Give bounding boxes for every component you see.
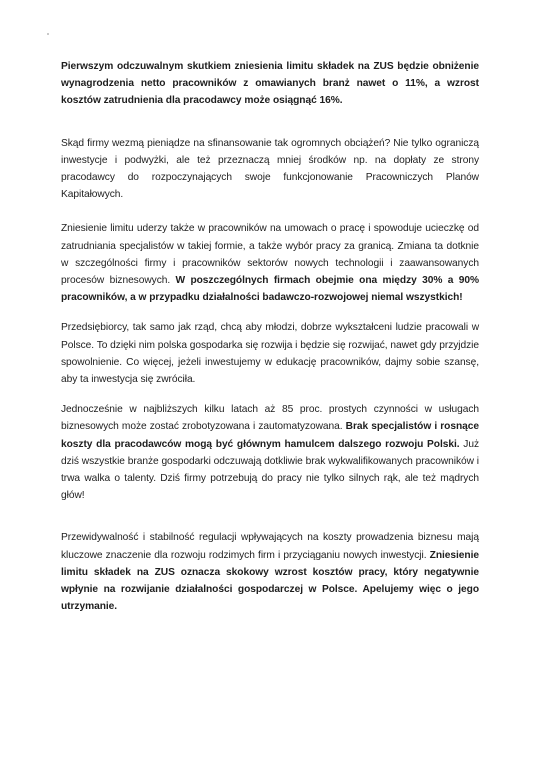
intro-bold-text: Pierwszym odczuwalnym skutkiem zniesienia limitu składek na ZUS będzie obniżenie wynagrodzenia netto pracowników z omawianych branż nawet o 11%, a wzrost kosztów zatrudnienia dla pracodawcy może osiągnąć 16%.	[61, 61, 479, 107]
paragraph-limit-impact	[61, 220, 479, 306]
limit-impact-bold-text: W poszczególnych firmach obejmie ona między 30% a 90% pracowników, a w przypadku działalności badawczo-rozwojowej niemal wszystkich!	[61, 275, 479, 304]
conclusion-text: Przewidywalność i stabilność regulacji wpływających na koszty prowadzenia biznesu mają kluczowe znaczenie dla rozwoju rodzimych firm i przyciąganiu nowych inwestycji.	[61, 532, 479, 561]
document-body	[61, 58, 479, 635]
entrepreneurs-text: Przedsiębiorcy, tak samo jak rząd, chcą aby młodzi, dobrze wykształceni ludzie pracowali w Polsce. To dzięki nim polska gospodarka się rozwija i będzie się rozwijać, nawet gdy przyjdzie spowolnienie. Co więcej, jeżeli inwestujemy w edukację pracowników, dajmy sobie szansę, aby ta inwestycja się zwróciła.	[61, 322, 479, 386]
scan-speck	[47, 33, 49, 35]
paragraph-automation	[61, 401, 479, 504]
paragraph-entrepreneurs	[61, 319, 479, 388]
conclusion-bold-text: Zniesienie limitu składek na ZUS oznacza skokowy wzrost kosztów pracy, który negatywnie wpłynie na rozwijanie działalności gospodarczej w Polsce. Apelujemy więc o jego utrzymanie.	[61, 549, 479, 613]
paragraph-financing	[61, 135, 479, 204]
limit-impact-text: Zniesienie limitu uderzy także w pracowników na umowach o pracę i spowoduje ucieczkę od zatrudniania specjalistów w takiej formie, a także wybór pracy za granicą. Zmiana ta dotknie w szczególności firmy i pracowników sektorów nowych technologii i zaawansowanych procesów biznesowych.	[61, 223, 479, 287]
automation-bold-text: Brak specjalistów i rosnące koszty dla pracodawców mogą być głównym hamulcem dalszego rozwoju Polski.	[61, 421, 479, 450]
paragraph-intro	[61, 58, 479, 110]
automation-tail-text: Już dziś wszystkie branże gospodarki odczuwają dotkliwie brak wykwalifikowanych pracowników i trwa walka o talenty. Dziś firmy potrzebują do pracy nie tylko silnych rąk, ale też mądrych głów!	[61, 438, 480, 502]
automation-text: Jednocześnie w najbliższych kilku latach aż 85 proc. prostych czynności w usługach biznesowych może zostać zrobotyzowana i zautomatyzowana.	[61, 404, 479, 433]
paragraph-conclusion	[61, 529, 479, 615]
financing-text: Skąd firmy wezmą pieniądze na sfinansowanie tak ogromnych obciążeń? Nie tylko ograniczą inwestycje i podwyżki, ale też przeznaczą mniej środków np. na dopłaty ze strony pracodawcy do rozpoczynających swoje funkcjonowanie Pracowniczych Planów Kapitałowych.	[61, 137, 479, 201]
